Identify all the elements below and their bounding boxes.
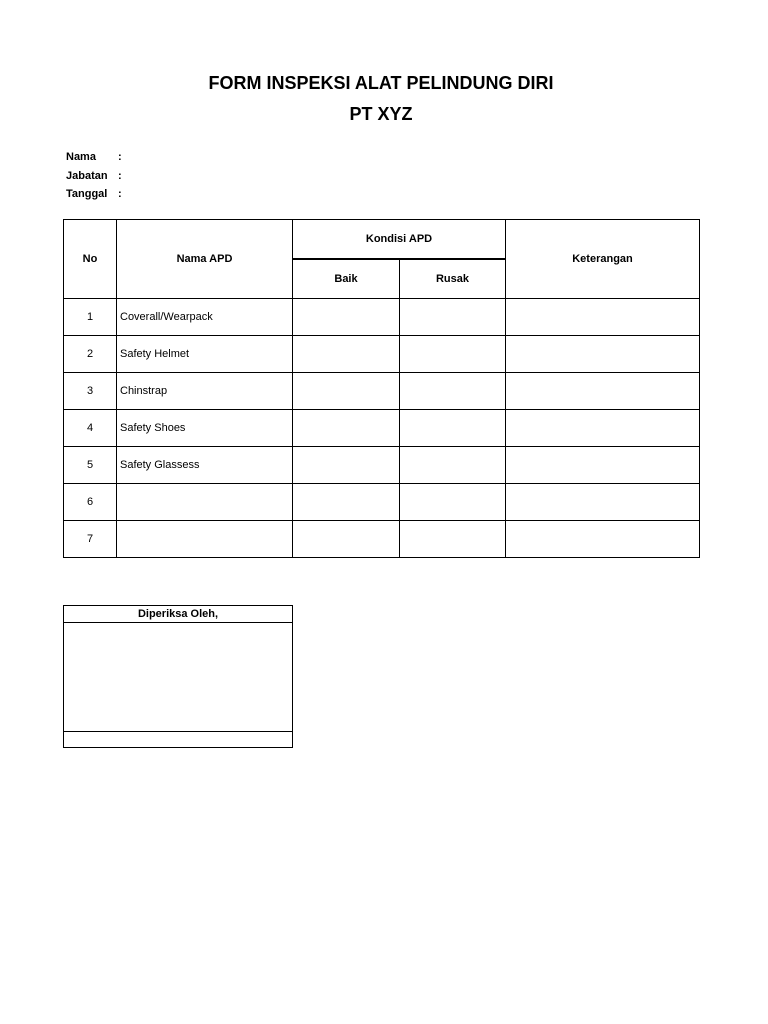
field-nama-label: Nama (66, 151, 96, 163)
header-fields (66, 148, 128, 204)
apd-name: Chinstrap (117, 373, 293, 410)
inspection-table (63, 219, 700, 558)
keterangan-cell[interactable] (506, 373, 700, 410)
signature-box (63, 605, 293, 748)
header-keterangan: Keterangan (506, 220, 700, 299)
table-row (64, 447, 700, 484)
header-baik: Baik (293, 259, 400, 299)
rusak-cell[interactable] (400, 447, 506, 484)
row-number: 1 (64, 299, 117, 336)
field-jabatan-label: Jabatan (66, 169, 108, 182)
apd-name: Safety Helmet (117, 336, 293, 373)
rusak-cell[interactable] (400, 299, 506, 336)
table-row (64, 336, 700, 373)
apd-name: Coverall/Wearpack (117, 299, 293, 336)
baik-cell[interactable] (293, 521, 400, 558)
rusak-cell[interactable] (400, 373, 506, 410)
keterangan-cell[interactable] (506, 521, 700, 558)
apd-name[interactable] (117, 521, 293, 558)
signature-label: Diperiksa Oleh, (64, 606, 293, 623)
row-number: 3 (64, 373, 117, 410)
table-row (64, 410, 700, 447)
row-number: 2 (64, 336, 117, 373)
apd-name: Safety Shoes (117, 410, 293, 447)
table-row (64, 484, 700, 521)
row-number: 6 (64, 484, 117, 521)
header-nama-apd: Nama APD (117, 220, 293, 299)
baik-cell[interactable] (293, 336, 400, 373)
baik-cell[interactable] (293, 373, 400, 410)
field-nama-colon: : (118, 151, 122, 163)
baik-cell[interactable] (293, 484, 400, 521)
field-tanggal-colon: : (118, 188, 122, 200)
baik-cell[interactable] (293, 299, 400, 336)
row-number: 4 (64, 410, 117, 447)
rusak-cell[interactable] (400, 410, 506, 447)
table-row (64, 521, 700, 558)
header-rusak: Rusak (400, 259, 506, 299)
table-row (64, 299, 700, 336)
rusak-cell[interactable] (400, 484, 506, 521)
keterangan-cell[interactable] (506, 484, 700, 521)
signer-name-field[interactable] (64, 732, 293, 748)
header-kondisi-apd: Kondisi APD (293, 220, 506, 260)
field-jabatan (66, 167, 128, 186)
baik-cell[interactable] (293, 410, 400, 447)
field-tanggal-label: Tanggal (66, 188, 108, 200)
keterangan-cell[interactable] (506, 299, 700, 336)
company-name: PT XYZ (349, 104, 413, 124)
rusak-cell[interactable] (400, 336, 506, 373)
field-jabatan-colon: : (118, 169, 122, 182)
table-row (64, 373, 700, 410)
field-tanggal (66, 185, 128, 204)
keterangan-cell[interactable] (506, 447, 700, 484)
row-number: 7 (64, 521, 117, 558)
apd-name[interactable] (117, 484, 293, 521)
rusak-cell[interactable] (400, 521, 506, 558)
apd-name: Safety Glassess (117, 447, 293, 484)
signature-area[interactable] (64, 623, 293, 732)
form-title: FORM INSPEKSI ALAT PELINDUNG DIRI (208, 73, 554, 93)
keterangan-cell[interactable] (506, 336, 700, 373)
field-nama (66, 148, 128, 167)
baik-cell[interactable] (293, 447, 400, 484)
row-number: 5 (64, 447, 117, 484)
header-no: No (64, 220, 117, 299)
keterangan-cell[interactable] (506, 410, 700, 447)
